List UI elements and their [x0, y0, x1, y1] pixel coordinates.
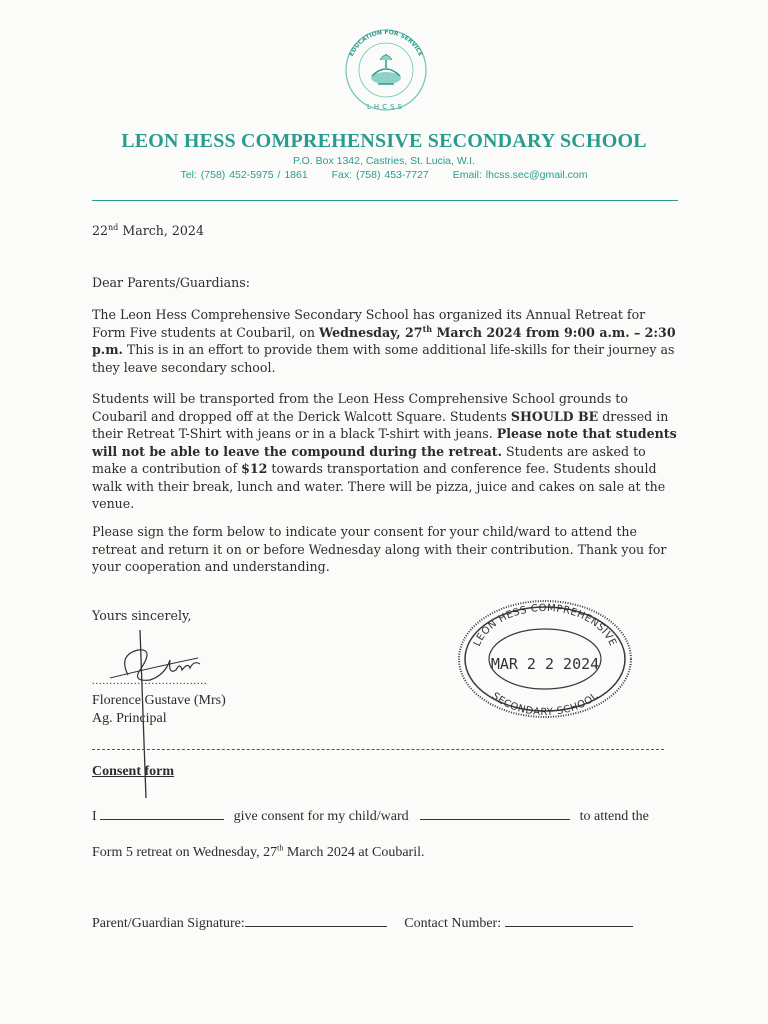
svg-text:LEON HESS COMPREHENSIVE — [472, 603, 618, 648]
logo-bottom-text: LHCSS — [367, 103, 405, 111]
school-name: LEON HESS COMPREHENSIVE SECONDARY SCHOOL — [121, 130, 647, 152]
signature-contact-line: Parent/Guardian Signature: Contact Number: — [92, 913, 633, 932]
contact-number-field[interactable] — [505, 913, 633, 927]
school-crest-logo — [336, 26, 436, 114]
logo-top-text: EDUCATION FOR SERVICE — [347, 28, 425, 58]
cut-line — [92, 749, 664, 750]
letterhead-divider — [92, 200, 678, 201]
signer-title: Ag. Principal — [92, 711, 167, 726]
paragraph-transport-info: Students will be transported from the Leon Hess Comprehensive School grounds to Coubaril and dropped off at the Derick Walcott Square. Students SHOULD BE dressed in their Retreat T-Shirt with jeans or in a black T-shirt with jeans. Please note that students will not be able to leave the compound during the retreat. Students are asked to make a contribution of $12 towards transportation and conference fee. Students should walk with their break, lunch and water. There will be pizza, juice and cakes on sale at the venue. — [92, 391, 677, 511]
school-address: P.O. Box 1342, Castries, St. Lucia, W.I. — [293, 155, 475, 167]
closing: Yours sincerely, — [92, 608, 192, 623]
paragraph-retreat-info: The Leon Hess Comprehensive Secondary School has organized its Annual Retreat for Form Five students at Coubaril, on Wednesday, 27th March 2024 from 9:00 a.m. – 2:30 p.m. This is in an effort to provide them with some additional life-skills for their journey as they leave secondary school. — [92, 307, 676, 375]
svg-text:SECONDARY SCHOOL — [490, 691, 601, 718]
consent-line-2: Form 5 retreat on Wednesday, 27th March 2024 at Coubaril. — [92, 843, 425, 860]
stamp-date: MAR 2 2 2024 — [490, 655, 600, 673]
parent-name-field[interactable] — [100, 806, 224, 820]
letter-date: 22nd March, 2024 — [92, 222, 204, 238]
stamp-top-text: LEON HESS COMPREHENSIVE — [471, 602, 619, 649]
school-contact — [0, 169, 768, 181]
signer-name: Florence Gustave (Mrs) — [92, 693, 226, 708]
school-date-stamp — [455, 597, 635, 722]
salutation: Dear Parents/Guardians: — [92, 275, 250, 290]
paragraph-consent-request: Please sign the form below to indicate your consent for your child/ward to attend the retreat and return it on or before Wednesday along with their contribution. Thank you for your cooperation and understanding. — [92, 524, 667, 574]
stamp-bottom-text: SECONDARY SCHOOL — [489, 690, 601, 719]
signature-line: ................................. — [92, 676, 208, 687]
consent-form-title: Consent form — [92, 764, 175, 779]
consent-line-1: I give consent for my child/ward to attend the — [92, 806, 649, 825]
school-email: Email: lhcss.sec@gmail.com — [452, 169, 588, 181]
school-tel: Tel: (758) 452-5975 / 1861 — [180, 169, 308, 181]
school-fax: Fax: (758) 453-7727 — [331, 169, 429, 181]
parent-signature-field[interactable] — [245, 913, 387, 927]
child-name-field[interactable] — [420, 806, 570, 820]
